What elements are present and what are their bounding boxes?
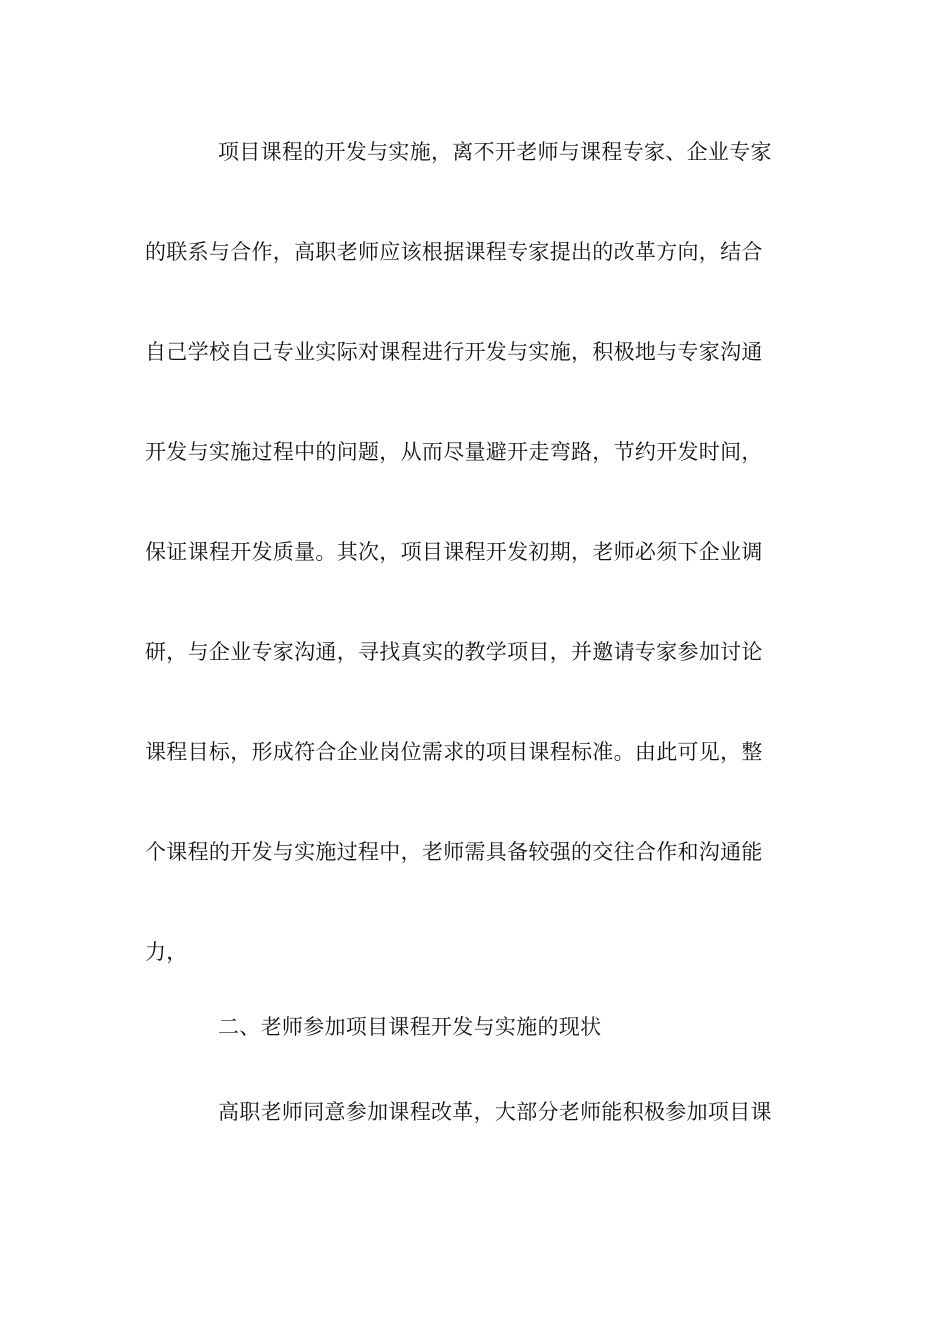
paragraph-line: 研，与企业专家沟通，寻找真实的教学项目，并邀请专家参加讨论 [145, 640, 763, 664]
paragraph-line: 保证课程开发质量。其次，项目课程开发初期，老师必须下企业调 [145, 540, 763, 564]
paragraph-line: 课程目标，形成符合企业岗位需求的项目课程标准。由此可见，整 [145, 740, 763, 764]
section-heading: 二、老师参加项目课程开发与实施的现状 [218, 1015, 602, 1039]
paragraph-line: 自己学校自己专业实际对课程进行开发与实施，积极地与专家沟通 [145, 340, 763, 364]
paragraph-line: 的联系与合作，高职老师应该根据课程专家提出的改革方向，结合 [145, 240, 763, 264]
paragraph-line: 开发与实施过程中的问题，从而尽量避开走弯路，节约开发时间， [145, 440, 763, 464]
paragraph-line: 高职老师同意参加课程改革，大部分老师能积极参加项目课 [218, 1100, 772, 1124]
paragraph-line: 个课程的开发与实施过程中，老师需具备较强的交往合作和沟通能 [145, 840, 763, 864]
paragraph-line: 力， [145, 940, 188, 964]
paragraph-line: 项目课程的开发与实施，离不开老师与课程专家、企业专家 [218, 140, 772, 164]
